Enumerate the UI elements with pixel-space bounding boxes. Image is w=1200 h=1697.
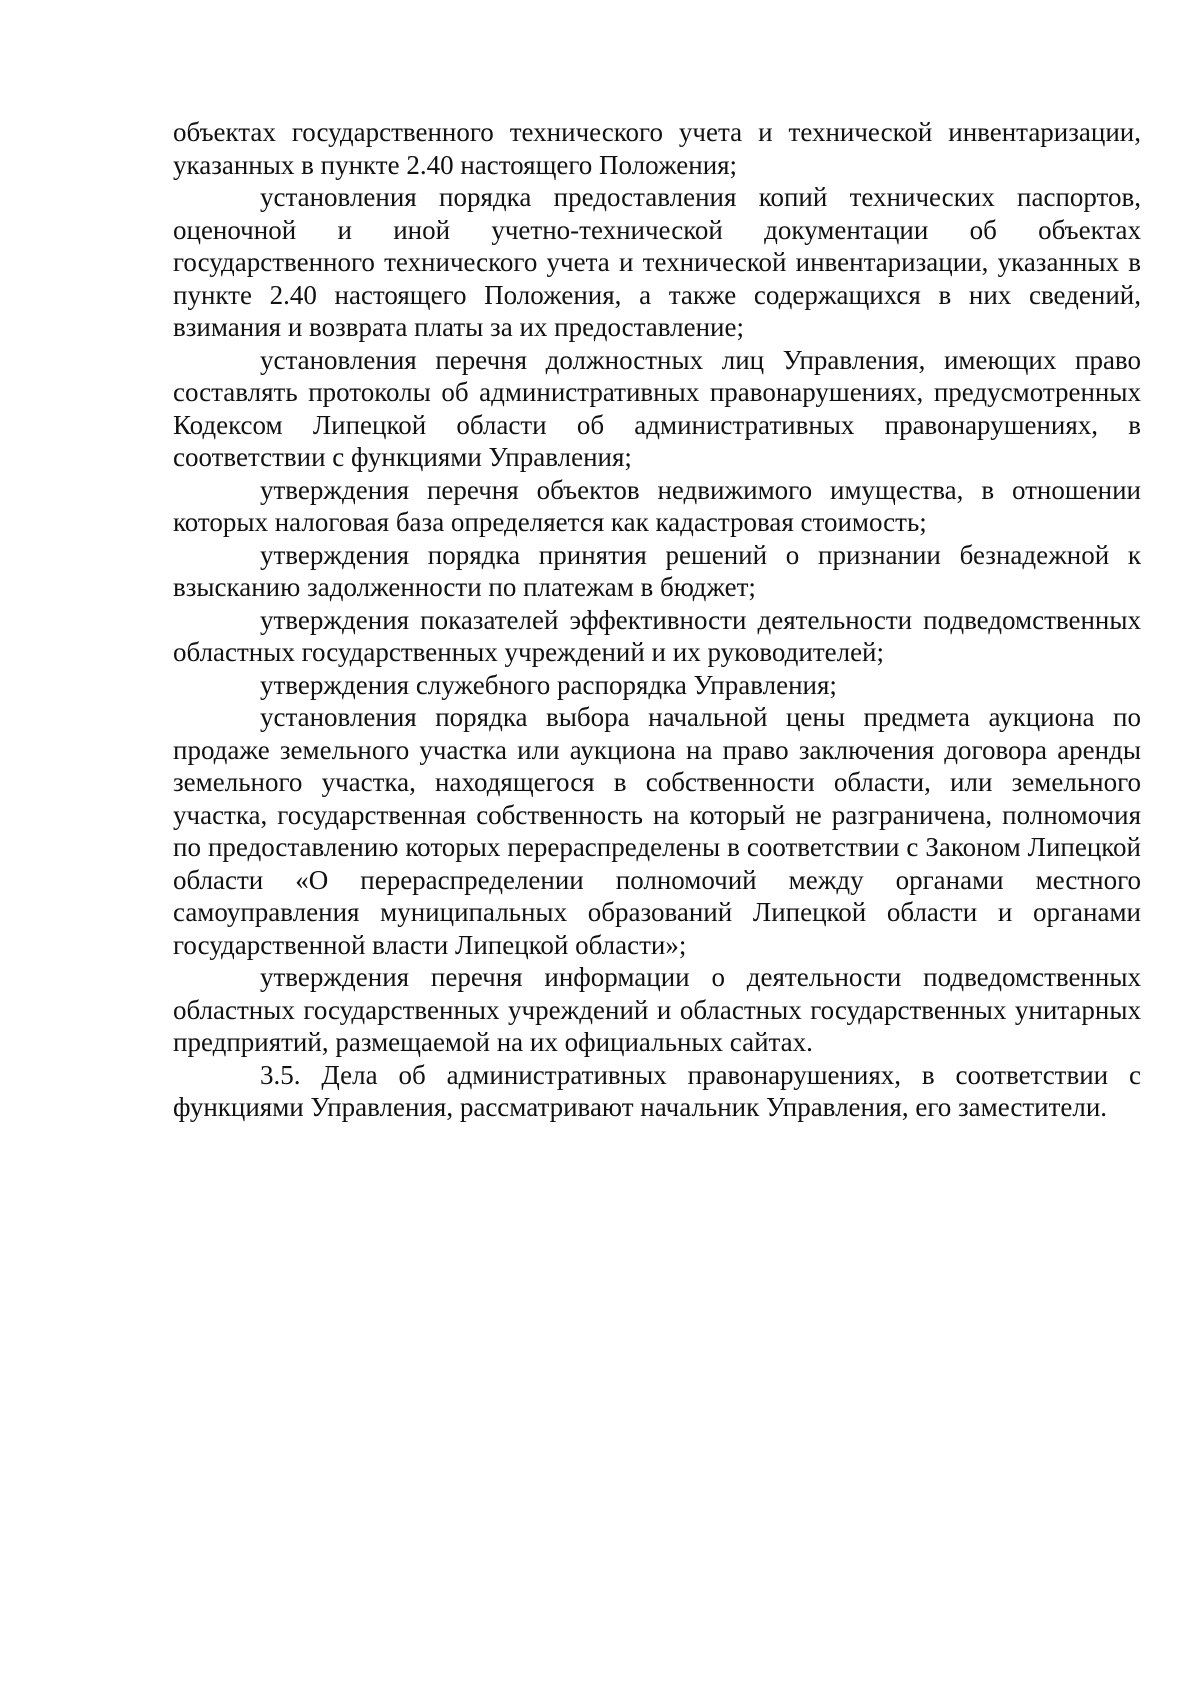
paragraph-efficiency-indicators: утверждения показателей эффективности деятельности подведомственных областных государственных учреждений и их руководителей;: [173, 604, 1141, 667]
paragraph-officials-list: установления перечня должностных лиц Управления, имеющих право составлять протоколы об административных правонарушениях, предусмотренных Кодексом Липецкой области об административных правонарушениях, в соответствии с функциями Управления;: [173, 344, 1141, 472]
paragraph-section-3-5: 3.5. Дела об административных правонарушениях, в соответствии с функциями Управления, рассматривают начальник Управления, его заместители.: [173, 1059, 1141, 1122]
paragraph-real-estate-list: утверждения перечня объектов недвижимого имущества, в отношении которых налоговая база определяется как кадастровая стоимость;: [173, 474, 1141, 537]
paragraph-copies-of-passports: установления порядка предоставления копий технических паспортов, оценочной и иной учетно-технической документации об объектах государственного технического учета и технической инвентаризации, указанных в пункте 2.40 настоящего Положения, а также содержащихся в них сведений, взимания и возврата платы за их предоставление;: [173, 182, 1141, 342]
paragraph-bad-debt-procedure: утверждения порядка принятия решений о признании безнадежной к взысканию задолженности по платежам в бюджет;: [173, 539, 1141, 602]
paragraph-auction-price: установления порядка выбора начальной цены предмета аукциона по продаже земельного участка или аукциона на право заключения договора аренды земельного участка, находящегося в собственности области, или земельного участка, государственная собственность на который не разграничена, полномочия по предоставлению которых перераспределены в соответствии с Законом Липецкой области «О перераспределении полномочий между органами местного самоуправления муниципальных образований Липецкой области и органами государственной власти Липецкой области»;: [173, 702, 1141, 960]
paragraph-service-schedule: утверждения служебного распорядка Управления;: [260, 669, 837, 700]
paragraph-continuation: объектах государственного технического учета и технической инвентаризации, указанных в пункте 2.40 настоящего Положения;: [173, 117, 1141, 180]
paragraph-website-information: утверждения перечня информации о деятельности подведомственных областных государственных учреждений и областных государственных унитарных предприятий, размещаемой на их официальных сайтах.: [173, 962, 1141, 1057]
document-body: [173, 116, 1141, 1124]
